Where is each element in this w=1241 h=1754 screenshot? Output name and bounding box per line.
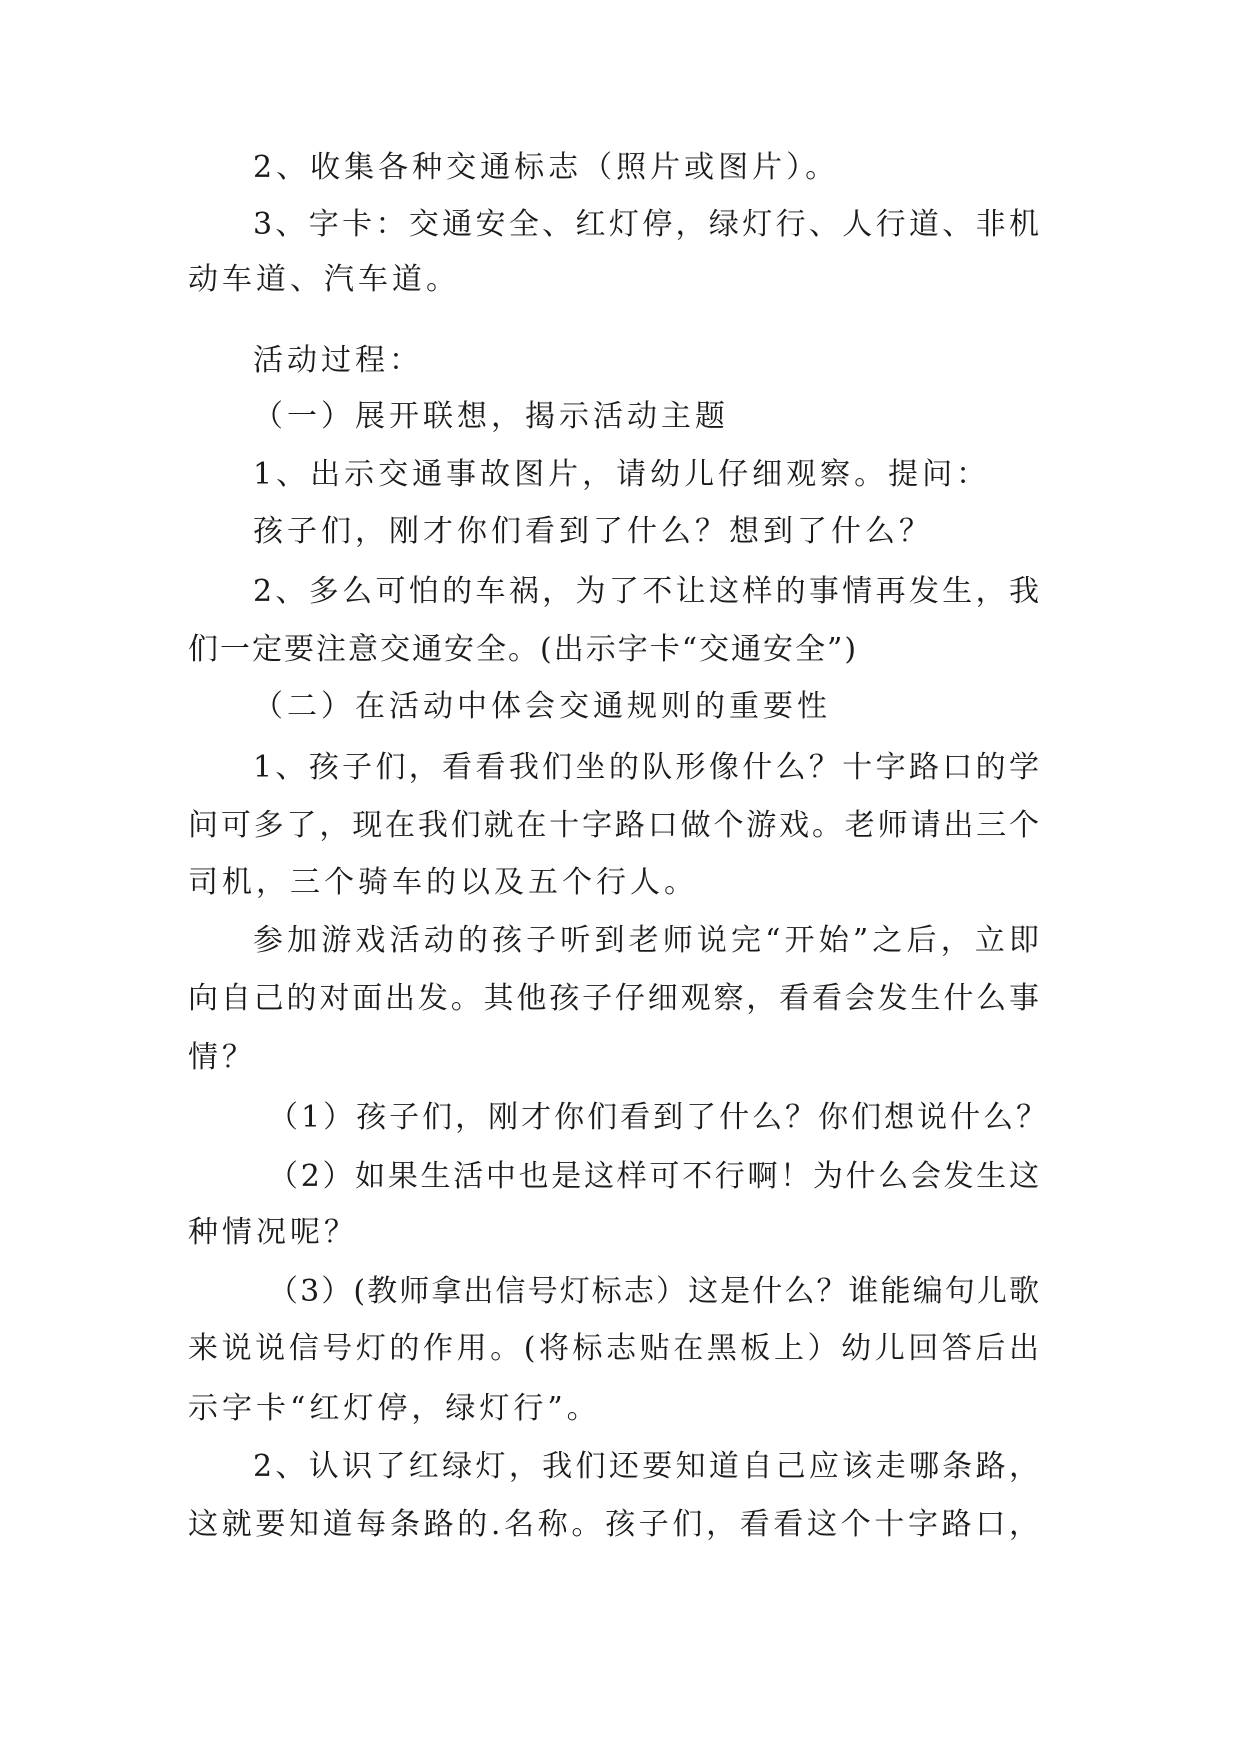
- text-line: （3）(教师拿出信号灯标志）这是什么？谁能编句儿歌: [268, 1274, 1039, 1309]
- text-line: 来说说信号灯的作用。(将标志贴在黑板上）幼儿回答后出: [188, 1331, 1039, 1366]
- text-line: 向自己的对面出发。其他孩子仔细观察，看看会发生什么事: [188, 981, 1039, 1016]
- text-line: 情？: [188, 1040, 256, 1075]
- section-heading: （二）在活动中体会交通规则的重要性: [253, 689, 831, 724]
- text-line: 2、收集各种交通标志（照片或图片）。: [253, 150, 840, 185]
- text-line: 示字卡“红灯停，绿灯行”。: [188, 1391, 601, 1426]
- text-line: 2、多么可怕的车祸，为了不让这样的事情再发生，我: [253, 574, 1039, 609]
- text-line: 动车道、汽车道。: [188, 262, 460, 297]
- text-line: 们一定要注意交通安全。(出示字卡“交通安全”): [188, 632, 859, 667]
- section-heading: （一）展开联想，揭示活动主题: [253, 399, 729, 434]
- text-line: 3、字卡：交通安全、红灯停，绿灯行、人行道、非机: [253, 207, 1039, 242]
- text-line: 司机，三个骑车的以及五个行人。: [188, 865, 698, 900]
- text-line: 种情况呢？: [188, 1215, 358, 1250]
- text-line: 1、出示交通事故图片，请幼儿仔细观察。提问：: [253, 457, 991, 492]
- text-line: 参加游戏活动的孩子听到老师说完“开始”之后，立即: [253, 923, 1039, 958]
- text-line: 问可多了，现在我们就在十字路口做个游戏。老师请出三个: [188, 808, 1039, 843]
- text-line: 1、孩子们，看看我们坐的队形像什么？十字路口的学: [253, 750, 1039, 785]
- section-label: 活动过程：: [253, 343, 423, 378]
- text-line: 这就要知道每条路的.名称。孩子们，看看这个十字路口，: [188, 1507, 1039, 1542]
- text-line: 2、认识了红绿灯，我们还要知道自己应该走哪条路，: [253, 1449, 1039, 1484]
- text-line: 孩子们，刚才你们看到了什么？想到了什么？: [253, 514, 933, 549]
- text-line: （2）如果生活中也是这样可不行啊！为什么会发生这: [268, 1159, 1039, 1194]
- text-line: （1）孩子们，刚才你们看到了什么？你们想说什么？: [268, 1100, 1050, 1135]
